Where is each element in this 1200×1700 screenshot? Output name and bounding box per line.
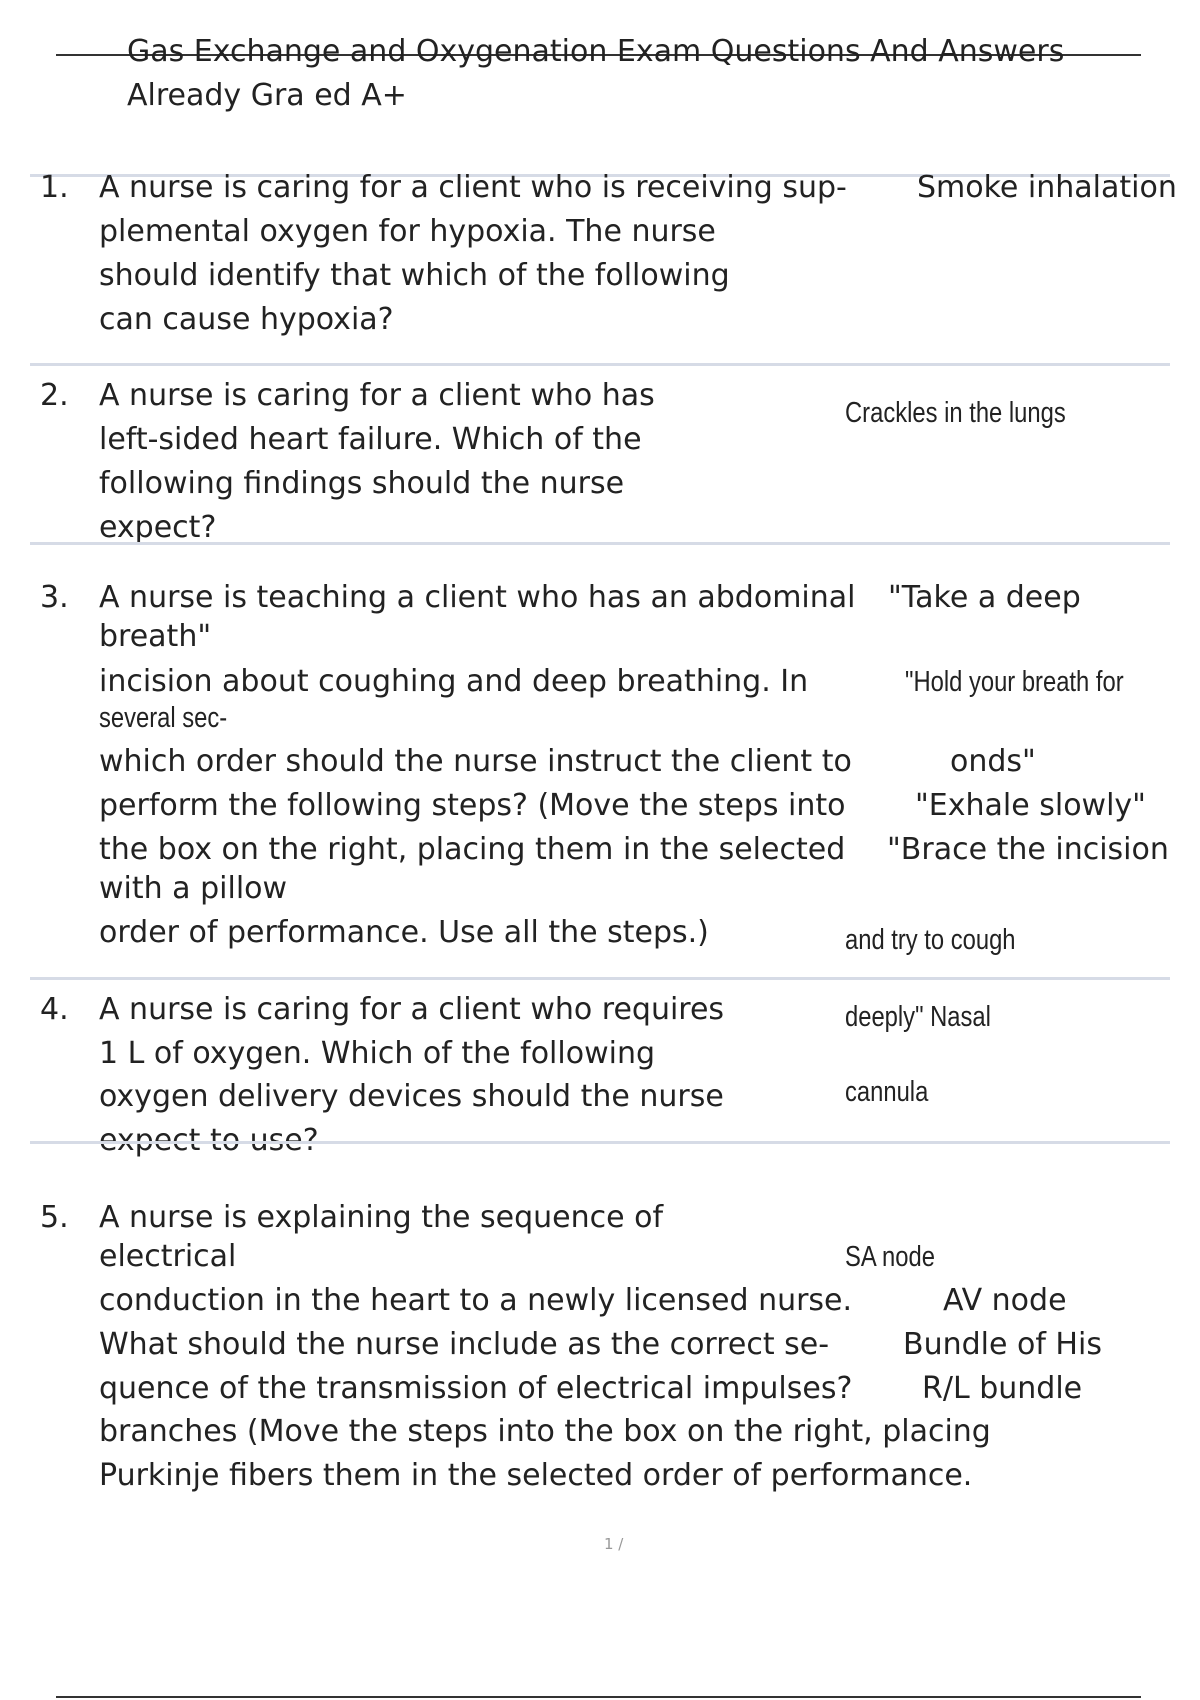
question-3-text: order of performance. Use all the steps.) xyxy=(99,915,709,950)
question-3-number: 3. xyxy=(40,580,69,615)
question-5-text: Purkinje fibers them in the selected order of performance. xyxy=(99,1458,973,1493)
question-5-answer: AV node xyxy=(943,1283,1067,1318)
question-5-text: A nurse is explaining the sequence of xyxy=(99,1200,664,1235)
question-5-text: What should the nurse include as the correct se- xyxy=(99,1327,830,1362)
question-4-text: expect to use? xyxy=(99,1123,319,1158)
question-2-text: following findings should the nurse xyxy=(99,466,625,501)
question-1-text: should identify that which of the following xyxy=(99,258,730,293)
question-4-answer: deeply" Nasal xyxy=(845,1001,991,1033)
question-5-number: 5. xyxy=(40,1200,69,1235)
question-3-text: perform the following steps? (Move the steps into xyxy=(99,788,846,823)
question-3-text: several sec- xyxy=(99,702,228,734)
question-1-number: 1. xyxy=(40,170,69,205)
question-3-answer: "Brace the incision xyxy=(887,832,1169,867)
question-3-text: with a pillow xyxy=(99,871,288,906)
question-divider xyxy=(30,1141,1170,1144)
question-3-text: the box on the right, placing them in the selected xyxy=(99,832,846,867)
question-3-answer: and try to cough xyxy=(845,924,1016,956)
question-3-answer: "Hold your breath for xyxy=(905,666,1124,698)
question-3-text: breath" xyxy=(99,619,212,654)
question-3-answer: "Take a deep xyxy=(888,580,1081,615)
question-3-text: incision about coughing and deep breathing. In xyxy=(99,664,809,699)
question-5-answer: Bundle of His xyxy=(903,1327,1102,1362)
question-2-text: expect? xyxy=(99,510,217,545)
question-3-text: which order should the nurse instruct the client to xyxy=(99,744,852,779)
question-4-text: A nurse is caring for a client who requires xyxy=(99,992,725,1027)
question-4-text: oxygen delivery devices should the nurse xyxy=(99,1079,724,1114)
document-title: Gas Exchange and Oxygenation Exam Questions And Answers xyxy=(127,34,1065,69)
question-3-answer: onds" xyxy=(950,744,1036,779)
question-4-answer: cannula xyxy=(845,1076,929,1108)
question-4-number: 4. xyxy=(40,992,69,1027)
question-2-text: left-sided heart failure. Which of the xyxy=(99,422,642,457)
page-number: 1 / xyxy=(604,1535,624,1553)
question-5-text: conduction in the heart to a newly licensed nurse. xyxy=(99,1283,853,1318)
question-divider xyxy=(30,977,1170,980)
question-3-answer: "Exhale slowly" xyxy=(915,788,1146,823)
question-1-text: A nurse is caring for a client who is receiving sup- xyxy=(99,170,847,205)
question-1-text: plemental oxygen for hypoxia. The nurse xyxy=(99,214,716,249)
question-1-text: can cause hypoxia? xyxy=(99,302,394,337)
question-2-text: A nurse is caring for a client who has xyxy=(99,378,655,413)
question-3-text: A nurse is teaching a client who has an abdominal xyxy=(99,580,856,615)
question-5-text: electrical xyxy=(99,1239,237,1274)
question-divider xyxy=(30,542,1170,545)
question-2-answer: Crackles in the lungs xyxy=(845,397,1066,429)
question-5-answer: SA node xyxy=(845,1241,935,1273)
question-2-number: 2. xyxy=(40,378,69,413)
bottom-rule xyxy=(56,1696,1141,1698)
question-4-text: 1 L of oxygen. Which of the following xyxy=(99,1036,655,1071)
question-5-answer: R/L bundle xyxy=(922,1371,1083,1406)
question-1-answer: Smoke inhalation xyxy=(917,170,1177,205)
question-5-text: quence of the transmission of electrical impulses? xyxy=(99,1371,853,1406)
document-subtitle: Already Gra ed A+ xyxy=(127,78,407,113)
question-5-text: branches (Move the steps into the box on the right, placing xyxy=(99,1414,991,1449)
question-divider xyxy=(30,363,1170,366)
